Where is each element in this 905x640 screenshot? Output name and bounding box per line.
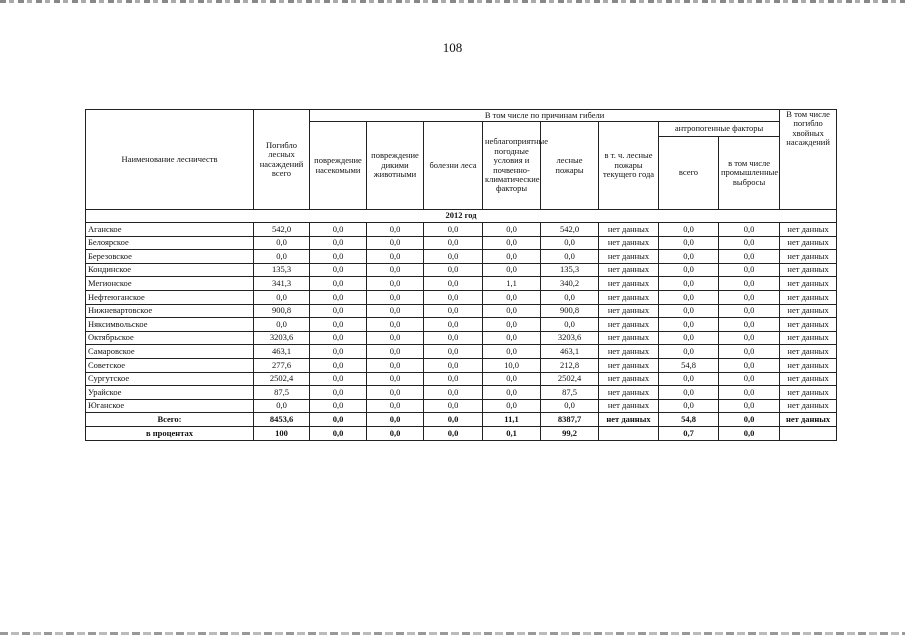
table-cell: 1,1: [483, 277, 541, 291]
table-cell: 3203,6: [541, 331, 599, 345]
table-cell: 0,0: [541, 250, 599, 264]
table-cell: 0,0: [719, 290, 780, 304]
table-cell: 0,0: [719, 250, 780, 264]
table-cell: 0,0: [367, 372, 424, 386]
table-cell: 0,0: [424, 236, 483, 250]
table-cell: 463,1: [541, 345, 599, 359]
table-cell: 3203,6: [254, 331, 310, 345]
table-cell: нет данных: [599, 236, 659, 250]
table-cell: 0,0: [367, 386, 424, 400]
table-cell: 0,0: [367, 413, 424, 427]
table-cell: 277,6: [254, 358, 310, 372]
table-cell: 0,0: [310, 399, 367, 413]
table-cell: 0,0: [367, 223, 424, 237]
table-cell: 87,5: [541, 386, 599, 400]
row-name: Аганское: [86, 223, 254, 237]
table-cell: 2502,4: [254, 372, 310, 386]
table-cell: 135,3: [254, 263, 310, 277]
row-name: Кондинское: [86, 263, 254, 277]
table-cell: нет данных: [780, 250, 837, 264]
table-cell: 135,3: [541, 263, 599, 277]
table-cell: 0,0: [424, 372, 483, 386]
table-cell: 0,0: [483, 290, 541, 304]
table-cell: 0,0: [541, 318, 599, 332]
table-cell: 0,0: [310, 304, 367, 318]
table-cell: 0,0: [483, 318, 541, 332]
table-cell: 0,0: [719, 399, 780, 413]
table-cell: нет данных: [780, 304, 837, 318]
table-cell: [599, 426, 659, 440]
table-cell: нет данных: [780, 318, 837, 332]
table-cell: 0,0: [367, 236, 424, 250]
table-cell: 0,0: [483, 345, 541, 359]
table-cell: нет данных: [780, 386, 837, 400]
table-cell: 0,0: [719, 345, 780, 359]
table-cell: 0,0: [659, 304, 719, 318]
row-name: Октябрьское: [86, 331, 254, 345]
table-row: [86, 304, 837, 318]
table-cell: 341,3: [254, 277, 310, 291]
table-cell: 0,0: [367, 263, 424, 277]
table-row: [86, 277, 837, 291]
table-cell: нет данных: [599, 358, 659, 372]
table-cell: нет данных: [780, 399, 837, 413]
table-row: [86, 223, 837, 237]
row-name: Юганское: [86, 399, 254, 413]
table-row: [86, 358, 837, 372]
row-name: Березовское: [86, 250, 254, 264]
header-industrial: в том числе промышленные выбросы: [719, 137, 780, 210]
table-cell: 0,0: [424, 223, 483, 237]
table-cell: 0,0: [310, 236, 367, 250]
table-cell: 463,1: [254, 345, 310, 359]
table-cell: [780, 426, 837, 440]
table-cell: 0,0: [719, 426, 780, 440]
table-cell: 0,0: [254, 290, 310, 304]
table-cell: 0,0: [424, 318, 483, 332]
table-cell: 0,0: [424, 250, 483, 264]
header-weather: неблагоприятные погодные условия и почвенно-климатические факторы: [483, 122, 541, 210]
table-cell: нет данных: [780, 413, 837, 427]
table-cell: 0,0: [719, 236, 780, 250]
table-cell: 0,0: [367, 399, 424, 413]
table-row: [86, 331, 837, 345]
table-cell: 0,0: [719, 413, 780, 427]
table-cell: нет данных: [599, 277, 659, 291]
table-cell: 212,8: [541, 358, 599, 372]
row-name: Белоярское: [86, 236, 254, 250]
table-cell: 0,0: [719, 358, 780, 372]
table-cell: 0,1: [483, 426, 541, 440]
table-cell: 87,5: [254, 386, 310, 400]
header-anthro-total: всего: [659, 137, 719, 210]
row-name: Всего:: [86, 413, 254, 427]
table-cell: нет данных: [780, 223, 837, 237]
table-cell: 0,0: [719, 331, 780, 345]
table-cell: 0,0: [719, 263, 780, 277]
table-cell: 0,0: [424, 358, 483, 372]
table-cell: 54,8: [659, 358, 719, 372]
table-cell: 2502,4: [541, 372, 599, 386]
table-cell: 99,2: [541, 426, 599, 440]
row-name: в процентах: [86, 426, 254, 440]
table-cell: 0,0: [367, 250, 424, 264]
table-cell: 0,0: [483, 304, 541, 318]
table-cell: 0,0: [367, 304, 424, 318]
table-cell: 0,0: [367, 345, 424, 359]
table-body: [86, 210, 837, 441]
table-cell: 0,0: [719, 223, 780, 237]
table-cell: 0,0: [424, 399, 483, 413]
table-cell: 0,0: [424, 263, 483, 277]
table-cell: 0,7: [659, 426, 719, 440]
table-cell: нет данных: [599, 372, 659, 386]
table-cell: нет данных: [780, 263, 837, 277]
header-name: Наименование лесничеств: [86, 110, 254, 210]
table-cell: 0,0: [483, 263, 541, 277]
table-cell: 0,0: [367, 331, 424, 345]
table-row: [86, 345, 837, 359]
scan-top-edge: [0, 0, 905, 3]
table-cell: 0,0: [659, 372, 719, 386]
header-causes-group: В том числе по причинам гибели: [310, 110, 780, 122]
table-cell: 0,0: [367, 277, 424, 291]
table-cell: 0,0: [310, 413, 367, 427]
table-cell: 0,0: [254, 399, 310, 413]
table-cell: 8387,7: [541, 413, 599, 427]
table-cell: 0,0: [310, 386, 367, 400]
table-cell: 0,0: [310, 331, 367, 345]
table-cell: нет данных: [599, 290, 659, 304]
table-cell: нет данных: [780, 358, 837, 372]
table-cell: 0,0: [254, 318, 310, 332]
row-name: Сургутское: [86, 372, 254, 386]
table-cell: 0,0: [254, 236, 310, 250]
table-row: [86, 399, 837, 413]
table-cell: 0,0: [310, 358, 367, 372]
forest-loss-table: [85, 109, 837, 441]
table-cell: 0,0: [310, 290, 367, 304]
table-cell: 0,0: [483, 331, 541, 345]
table-cell: 0,0: [310, 372, 367, 386]
table-cell: 0,0: [310, 277, 367, 291]
table-cell: 0,0: [483, 250, 541, 264]
table-cell: 0,0: [659, 263, 719, 277]
table-row: [86, 290, 837, 304]
table-header: [86, 110, 837, 210]
table-cell: 0,0: [367, 358, 424, 372]
table-cell: 0,0: [424, 331, 483, 345]
table-cell: 54,8: [659, 413, 719, 427]
table-cell: 0,0: [310, 250, 367, 264]
table-cell: 0,0: [659, 290, 719, 304]
table-cell: нет данных: [780, 331, 837, 345]
row-name: Мегионское: [86, 277, 254, 291]
table-cell: 542,0: [541, 223, 599, 237]
page-number: 108: [442, 40, 463, 55]
table-cell: нет данных: [780, 290, 837, 304]
header-fires-current: в т. ч. лесные пожары текущего года: [599, 122, 659, 210]
header-wild-animals: повреждение дикими животными: [367, 122, 424, 210]
table-cell: нет данных: [599, 223, 659, 237]
table-cell: нет данных: [780, 345, 837, 359]
table-cell: нет данных: [599, 318, 659, 332]
table-cell: 0,0: [659, 399, 719, 413]
table-cell: 0,0: [719, 304, 780, 318]
table-cell: 0,0: [424, 345, 483, 359]
row-name: Урайское: [86, 386, 254, 400]
table-cell: 0,0: [483, 236, 541, 250]
table-cell: 0,0: [659, 250, 719, 264]
table-row: [86, 413, 837, 427]
table-cell: нет данных: [599, 399, 659, 413]
table-row: [86, 250, 837, 264]
table-cell: 0,0: [659, 277, 719, 291]
table-cell: нет данных: [599, 386, 659, 400]
header-conifers: В том числе погибло хвойных насаждений: [780, 110, 837, 210]
table-cell: 0,0: [659, 236, 719, 250]
table-cell: 542,0: [254, 223, 310, 237]
header-insects: повреждение насекомыми: [310, 122, 367, 210]
table-cell: 0,0: [310, 263, 367, 277]
table-cell: 900,8: [541, 304, 599, 318]
table-cell: 0,0: [424, 413, 483, 427]
table-cell: 0,0: [541, 290, 599, 304]
table-cell: 0,0: [367, 426, 424, 440]
table-cell: 0,0: [719, 386, 780, 400]
row-name: Самаровское: [86, 345, 254, 359]
row-name: Нефтеюганское: [86, 290, 254, 304]
row-name: Советское: [86, 358, 254, 372]
table-cell: 0,0: [424, 386, 483, 400]
table-cell: 0,0: [424, 426, 483, 440]
table-cell: 0,0: [483, 223, 541, 237]
table-cell: 100: [254, 426, 310, 440]
scan-bottom-edge: [0, 632, 905, 635]
table-cell: 0,0: [659, 386, 719, 400]
table-cell: 0,0: [719, 277, 780, 291]
table-cell: нет данных: [599, 331, 659, 345]
table-row: [86, 236, 837, 250]
table-row: [86, 318, 837, 332]
table-cell: 0,0: [310, 318, 367, 332]
table-cell: 0,0: [719, 372, 780, 386]
table-cell: 0,0: [659, 331, 719, 345]
table-cell: 0,0: [483, 399, 541, 413]
table-cell: нет данных: [599, 263, 659, 277]
table-cell: 0,0: [483, 386, 541, 400]
table-cell: 0,0: [659, 223, 719, 237]
row-name: Няксимвольское: [86, 318, 254, 332]
table-cell: 0,0: [254, 250, 310, 264]
table-cell: 0,0: [483, 372, 541, 386]
table-cell: нет данных: [780, 372, 837, 386]
table-cell: 0,0: [541, 399, 599, 413]
table-cell: 0,0: [424, 277, 483, 291]
table-row: [86, 263, 837, 277]
header-diseases: болезни леса: [424, 122, 483, 210]
table-cell: 0,0: [310, 223, 367, 237]
table-cell: 8453,6: [254, 413, 310, 427]
table-cell: 0,0: [541, 236, 599, 250]
table-cell: 900,8: [254, 304, 310, 318]
table-cell: 0,0: [367, 318, 424, 332]
header-anthropogenic: антропогенные факторы: [659, 122, 780, 137]
table-cell: нет данных: [599, 345, 659, 359]
table-cell: 11,1: [483, 413, 541, 427]
table-cell: нет данных: [599, 413, 659, 427]
table-cell: нет данных: [599, 250, 659, 264]
table-cell: 0,0: [659, 345, 719, 359]
table-row: [86, 386, 837, 400]
table-row: [86, 372, 837, 386]
year-label: 2012 год: [86, 210, 837, 223]
table-cell: нет данных: [780, 277, 837, 291]
table-cell: 0,0: [310, 345, 367, 359]
header-died-total: Погибло лесных насаждений всего: [254, 110, 310, 210]
table-cell: 0,0: [424, 290, 483, 304]
table-row: [86, 426, 837, 440]
table-cell: нет данных: [599, 304, 659, 318]
row-name: Нижневартовское: [86, 304, 254, 318]
table-cell: 340,2: [541, 277, 599, 291]
table-cell: 0,0: [424, 304, 483, 318]
table-cell: 0,0: [719, 318, 780, 332]
table-cell: 0,0: [367, 290, 424, 304]
table-cell: нет данных: [780, 236, 837, 250]
header-fires: лесные пожары: [541, 122, 599, 210]
table-cell: 0,0: [659, 318, 719, 332]
table-cell: 10,0: [483, 358, 541, 372]
table-cell: 0,0: [310, 426, 367, 440]
